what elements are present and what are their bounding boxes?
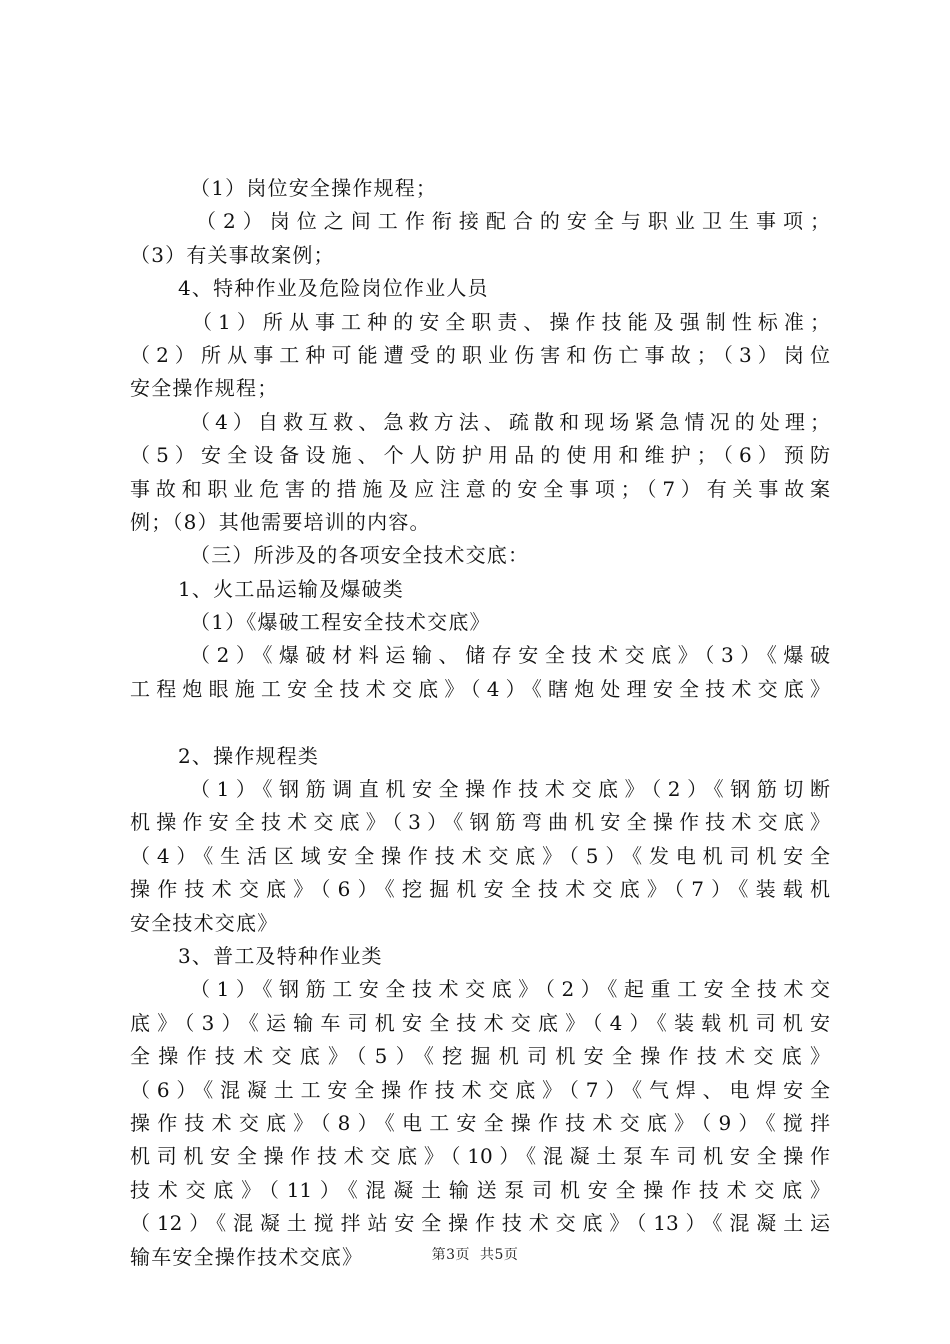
text-line: 事故和职业危害的措施及应注意的安全事项；（7）有关事故案	[130, 476, 830, 501]
text-line: （5）安全设备设施、个人防护用品的使用和维护；（6）预防	[130, 443, 830, 468]
text-line: 4、特种作业及危险岗位作业人员	[178, 276, 489, 301]
blank-line	[130, 706, 830, 739]
subsection-heading: 3、普工及特种作业类	[178, 943, 383, 968]
subsection-heading: 2、操作规程类	[178, 743, 320, 768]
text-line: 机操作安全技术交底》（3）《钢筋弯曲机安全操作技术交底》	[130, 810, 830, 835]
section-heading: （三）所涉及的各项安全技术交底：	[190, 543, 530, 568]
text-line: （4）《生活区域安全操作技术交底》（5）《发电机司机安全	[130, 843, 830, 868]
text-line: 操作技术交底》（6）《挖掘机安全技术交底》（7）《装载机	[130, 877, 830, 902]
subsection-heading: 1、火工品运输及爆破类	[178, 576, 404, 601]
text-line: 全操作技术交底》（5）《挖掘机司机安全操作技术交底》	[130, 1044, 830, 1069]
text-line: （4）自救互救、急救方法、疏散和现场紧急情况的处理；	[190, 409, 830, 434]
text-line: （1）所从事工种的安全职责、操作技能及强制性标准；	[192, 309, 830, 334]
text-line: 输车安全操作技术交底》	[130, 1244, 364, 1269]
body-text	[130, 172, 830, 1274]
text-line: （6）《混凝土工安全操作技术交底》（7）《气焊、电焊安全	[130, 1077, 830, 1102]
text-line: （3）有关事故案例；	[130, 242, 335, 267]
page-total: 共5页	[480, 1247, 519, 1263]
page-footer	[0, 1244, 950, 1264]
text-line: 例；（8）其他需要培训的内容。	[130, 509, 431, 534]
page-number: 第3页	[431, 1247, 470, 1263]
text-line: （1）岗位安全操作规程；	[190, 176, 438, 200]
text-line: 机司机安全操作技术交底》（10）《混凝土泵车司机安全操作	[130, 1144, 830, 1169]
text-line: （1）《钢筋工安全技术交底》（2）《起重工安全技术交	[190, 977, 830, 1002]
text-line: 技术交底》（11）《混凝土输送泵司机安全操作技术交底》	[130, 1177, 830, 1202]
text-line: （2）《爆破材料运输、储存安全技术交底》（3）《爆破	[190, 643, 830, 668]
text-line: 安全操作规程；	[130, 376, 279, 401]
text-line: （1）《爆破工程安全技术交底》	[190, 610, 491, 635]
text-line: 安全技术交底》	[130, 910, 279, 935]
text-line: 底》（3）《运输车司机安全技术交底》（4）《装载机司机安	[130, 1010, 830, 1035]
text-line: （2）所从事工种可能遭受的职业伤害和伤亡事故；（3）岗位	[130, 342, 830, 367]
text-line: 操作技术交底》（8）《电工安全操作技术交底》（9）《搅拌	[130, 1110, 830, 1135]
text-line: （2）岗位之间工作衔接配合的安全与职业卫生事项；	[196, 209, 830, 234]
text-line: （1）《钢筋调直机安全操作技术交底》（2）《钢筋切断	[190, 777, 830, 802]
text-line: （12）《混凝土搅拌站安全操作技术交底》（13）《混凝土运	[130, 1211, 830, 1236]
text-line: 工程炮眼施工安全技术交底》（4）《瞎炮处理安全技术交底》	[130, 676, 830, 701]
